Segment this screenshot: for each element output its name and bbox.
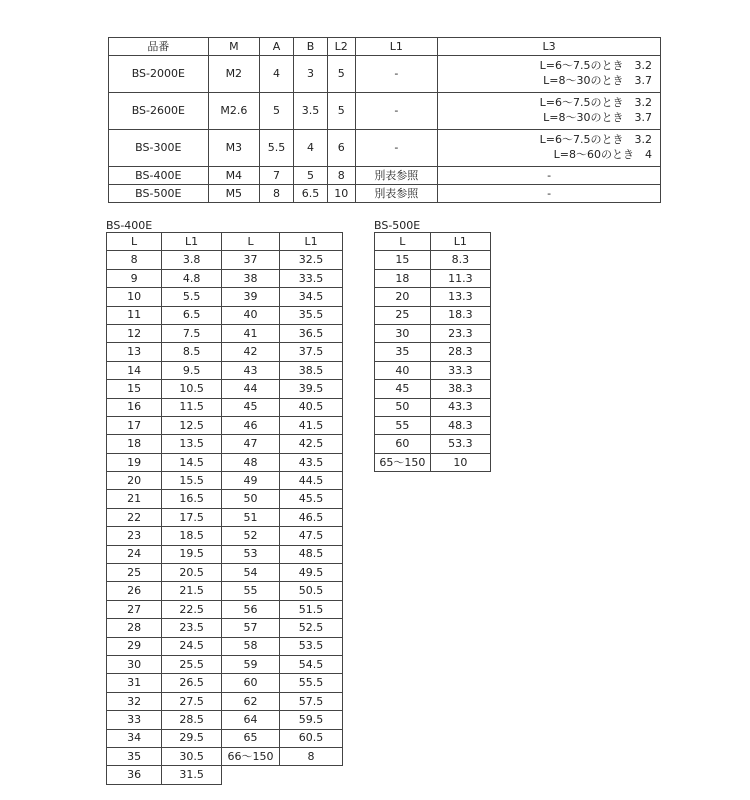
table-row	[375, 380, 491, 398]
cell-l1: -	[355, 130, 438, 167]
cell-part: BS-300E	[109, 130, 209, 167]
cell-l: 20	[107, 472, 162, 490]
cell-l2: 10	[327, 185, 355, 203]
table-row	[107, 251, 222, 269]
cell-a: 4	[260, 56, 294, 93]
table-row	[375, 398, 491, 416]
cell-l1: 31.5	[162, 766, 222, 784]
cell-l1: 8.3	[430, 251, 490, 269]
cell-part: BS-500E	[109, 185, 209, 203]
cell-l3: -	[438, 167, 661, 185]
cell-l1: 21.5	[162, 582, 222, 600]
cell-l: 14	[107, 361, 162, 379]
cell-l1: 42.5	[280, 435, 343, 453]
cell-b: 3	[293, 56, 327, 93]
cell-l: 35	[107, 747, 162, 765]
cell-l1: 30.5	[162, 747, 222, 765]
table-row	[222, 545, 343, 563]
table-row	[107, 398, 222, 416]
cell-l: 45	[222, 398, 280, 416]
length-header-row	[107, 233, 222, 251]
cell-l: 21	[107, 490, 162, 508]
cell-l: 16	[107, 398, 162, 416]
cell-b: 5	[293, 167, 327, 185]
table-row	[222, 288, 343, 306]
cell-l: 15	[107, 380, 162, 398]
spec-row-bs2000e	[109, 56, 661, 93]
cell-l: 44	[222, 380, 280, 398]
header-a: A	[260, 38, 294, 56]
cell-l1: 37.5	[280, 343, 343, 361]
cell-l: 29	[107, 637, 162, 655]
table-row	[375, 361, 491, 379]
table-row	[222, 416, 343, 434]
l3-line: L=8～30のとき 3.7	[543, 111, 652, 124]
cell-l: 45	[375, 380, 431, 398]
cell-l1: -	[355, 93, 438, 130]
cell-l: 53	[222, 545, 280, 563]
l3-line: L=8～60のとき 4	[553, 148, 652, 161]
table-row	[107, 582, 222, 600]
cell-l1: 44.5	[280, 472, 343, 490]
cell-l: 8	[107, 251, 162, 269]
cell-l: 60	[222, 674, 280, 692]
cell-l: 11	[107, 306, 162, 324]
cell-l: 34	[107, 729, 162, 747]
table-row	[107, 766, 222, 784]
header-l1: L1	[355, 38, 438, 56]
cell-l: 47	[222, 435, 280, 453]
cell-l: 27	[107, 600, 162, 618]
cell-l: 62	[222, 692, 280, 710]
cell-l: 65	[222, 729, 280, 747]
cell-m: M4	[208, 167, 259, 185]
header-l: L	[107, 233, 162, 251]
cell-l: 54	[222, 564, 280, 582]
table-row	[222, 490, 343, 508]
cell-l1: 28.5	[162, 711, 222, 729]
cell-l1: 18.3	[430, 306, 490, 324]
cell-l1: 16.5	[162, 490, 222, 508]
cell-l1: 18.5	[162, 527, 222, 545]
header-l1: L1	[162, 233, 222, 251]
cell-l3	[438, 56, 661, 93]
cell-l1: 13.5	[162, 435, 222, 453]
cell-l: 52	[222, 527, 280, 545]
cell-m: M2	[208, 56, 259, 93]
cell-l: 43	[222, 361, 280, 379]
table-row	[222, 398, 343, 416]
l3-line: L=6～7.5のとき 3.2	[539, 133, 652, 147]
cell-l1: 35.5	[280, 306, 343, 324]
cell-l: 23	[107, 527, 162, 545]
cell-l1: 34.5	[280, 288, 343, 306]
cell-m: M5	[208, 185, 259, 203]
cell-l1: 29.5	[162, 729, 222, 747]
table-row	[107, 637, 222, 655]
table-row	[107, 655, 222, 673]
cell-l1: 51.5	[280, 600, 343, 618]
cell-l3	[438, 130, 661, 167]
cell-l1: 12.5	[162, 416, 222, 434]
cell-l: 17	[107, 416, 162, 434]
cell-l: 35	[375, 343, 431, 361]
table-row	[107, 269, 222, 287]
bs500e-caption: BS-500E	[374, 219, 421, 232]
cell-l1: 25.5	[162, 655, 222, 673]
header-l3: L3	[438, 38, 661, 56]
header-l: L	[222, 233, 280, 251]
cell-l1: 10	[430, 453, 490, 471]
cell-l1: 43.5	[280, 453, 343, 471]
cell-l1: 33.5	[280, 269, 343, 287]
table-row	[107, 747, 222, 765]
cell-l1: 5.5	[162, 288, 222, 306]
cell-a: 8	[260, 185, 294, 203]
table-row	[222, 269, 343, 287]
cell-l: 57	[222, 619, 280, 637]
cell-l1: 46.5	[280, 508, 343, 526]
cell-l: 18	[375, 269, 431, 287]
cell-l1: 55.5	[280, 674, 343, 692]
cell-l1: 40.5	[280, 398, 343, 416]
spec-row-bs400e	[109, 167, 661, 185]
cell-l1: 7.5	[162, 324, 222, 342]
l3-line: L=6～7.5のとき 3.2	[539, 59, 652, 73]
cell-b: 6.5	[293, 185, 327, 203]
cell-l: 50	[222, 490, 280, 508]
spec-row-bs300e	[109, 130, 661, 167]
table-row	[375, 269, 491, 287]
cell-l: 12	[107, 324, 162, 342]
cell-a: 5	[260, 93, 294, 130]
cell-l1: 8	[280, 747, 343, 765]
cell-m: M3	[208, 130, 259, 167]
cell-l1: 別表参照	[355, 167, 438, 185]
table-row	[222, 619, 343, 637]
table-row	[107, 692, 222, 710]
cell-l1: 11.3	[430, 269, 490, 287]
cell-l1: 41.5	[280, 416, 343, 434]
cell-l: 59	[222, 655, 280, 673]
length-header-row	[375, 233, 491, 251]
table-row	[375, 251, 491, 269]
cell-l1: 27.5	[162, 692, 222, 710]
bs400e-table-left	[106, 232, 222, 785]
table-row	[107, 711, 222, 729]
cell-a: 5.5	[260, 130, 294, 167]
cell-l: 25	[107, 564, 162, 582]
table-row	[107, 729, 222, 747]
cell-l: 18	[107, 435, 162, 453]
table-row	[222, 324, 343, 342]
cell-l1: 59.5	[280, 711, 343, 729]
cell-l: 40	[222, 306, 280, 324]
cell-m: M2.6	[208, 93, 259, 130]
cell-l1: 38.5	[280, 361, 343, 379]
cell-l2: 6	[327, 130, 355, 167]
table-row	[107, 324, 222, 342]
cell-l1: 43.3	[430, 398, 490, 416]
table-row	[107, 472, 222, 490]
cell-l: 55	[222, 582, 280, 600]
cell-l: 38	[222, 269, 280, 287]
cell-l3: -	[438, 185, 661, 203]
table-row	[222, 508, 343, 526]
cell-l1: 15.5	[162, 472, 222, 490]
table-row	[222, 472, 343, 490]
cell-b: 3.5	[293, 93, 327, 130]
header-l1: L1	[430, 233, 490, 251]
cell-l1: 24.5	[162, 637, 222, 655]
cell-l1: 28.3	[430, 343, 490, 361]
cell-l: 66～150	[222, 747, 280, 765]
table-row	[107, 435, 222, 453]
cell-l1: 22.5	[162, 600, 222, 618]
table-row	[107, 343, 222, 361]
table-row	[222, 564, 343, 582]
table-row	[107, 508, 222, 526]
cell-l1: 11.5	[162, 398, 222, 416]
cell-l1: 23.3	[430, 324, 490, 342]
header-l: L	[375, 233, 431, 251]
bs400e-caption: BS-400E	[106, 219, 153, 232]
header-part: 品番	[109, 38, 209, 56]
cell-l: 33	[107, 711, 162, 729]
table-row	[222, 453, 343, 471]
cell-l1: 48.5	[280, 545, 343, 563]
cell-part: BS-2600E	[109, 93, 209, 130]
cell-l2: 5	[327, 56, 355, 93]
l3-line: L=6～7.5のとき 3.2	[539, 96, 652, 110]
table-row	[222, 692, 343, 710]
cell-l: 36	[107, 766, 162, 784]
bs400e-table-right	[221, 232, 343, 766]
table-row	[222, 343, 343, 361]
table-row	[107, 288, 222, 306]
spec-table	[108, 37, 661, 203]
cell-l1: 23.5	[162, 619, 222, 637]
cell-l: 40	[375, 361, 431, 379]
table-row	[222, 435, 343, 453]
table-row	[107, 416, 222, 434]
cell-l: 50	[375, 398, 431, 416]
cell-l: 37	[222, 251, 280, 269]
table-row	[222, 527, 343, 545]
cell-l2: 5	[327, 93, 355, 130]
table-row	[375, 453, 491, 471]
cell-l1: 14.5	[162, 453, 222, 471]
cell-l: 28	[107, 619, 162, 637]
spec-row-bs2600e	[109, 93, 661, 130]
cell-l1: 32.5	[280, 251, 343, 269]
cell-l: 51	[222, 508, 280, 526]
cell-part: BS-2000E	[109, 56, 209, 93]
cell-l: 64	[222, 711, 280, 729]
cell-l: 20	[375, 288, 431, 306]
table-row	[375, 324, 491, 342]
cell-l1: 57.5	[280, 692, 343, 710]
cell-l1: 47.5	[280, 527, 343, 545]
cell-part: BS-400E	[109, 167, 209, 185]
cell-l: 41	[222, 324, 280, 342]
spec-row-bs500e	[109, 185, 661, 203]
table-row	[222, 711, 343, 729]
cell-l: 39	[222, 288, 280, 306]
cell-l1: 9.5	[162, 361, 222, 379]
cell-l: 31	[107, 674, 162, 692]
table-row	[222, 306, 343, 324]
cell-l1: 13.3	[430, 288, 490, 306]
cell-l: 22	[107, 508, 162, 526]
cell-l1: 3.8	[162, 251, 222, 269]
length-header-row	[222, 233, 343, 251]
table-row	[222, 361, 343, 379]
cell-l3	[438, 93, 661, 130]
spec-header-row	[109, 38, 661, 56]
table-row	[222, 729, 343, 747]
cell-l: 56	[222, 600, 280, 618]
table-row	[222, 655, 343, 673]
bs500e-table	[374, 232, 491, 472]
cell-l1: 53.3	[430, 435, 490, 453]
table-row	[107, 545, 222, 563]
table-row	[375, 306, 491, 324]
cell-l1: 4.8	[162, 269, 222, 287]
cell-l1: 38.3	[430, 380, 490, 398]
table-row	[375, 416, 491, 434]
cell-l: 9	[107, 269, 162, 287]
table-row	[222, 600, 343, 618]
table-row	[222, 637, 343, 655]
cell-l1: 54.5	[280, 655, 343, 673]
cell-l1: 48.3	[430, 416, 490, 434]
table-row	[107, 619, 222, 637]
table-row	[107, 453, 222, 471]
cell-l: 15	[375, 251, 431, 269]
table-row	[107, 490, 222, 508]
table-row	[222, 380, 343, 398]
table-row	[107, 600, 222, 618]
cell-l: 65～150	[375, 453, 431, 471]
l3-line: L=8～30のとき 3.7	[543, 74, 652, 87]
cell-l: 42	[222, 343, 280, 361]
table-row	[107, 564, 222, 582]
cell-l: 19	[107, 453, 162, 471]
cell-l: 13	[107, 343, 162, 361]
cell-l1: -	[355, 56, 438, 93]
cell-l: 30	[375, 324, 431, 342]
cell-l: 10	[107, 288, 162, 306]
table-row	[375, 288, 491, 306]
cell-l: 32	[107, 692, 162, 710]
cell-l: 48	[222, 453, 280, 471]
cell-b: 4	[293, 130, 327, 167]
cell-l1: 6.5	[162, 306, 222, 324]
cell-l1: 60.5	[280, 729, 343, 747]
cell-l1: 別表参照	[355, 185, 438, 203]
header-m: M	[208, 38, 259, 56]
cell-l: 49	[222, 472, 280, 490]
table-row	[107, 674, 222, 692]
cell-l1: 19.5	[162, 545, 222, 563]
cell-l1: 20.5	[162, 564, 222, 582]
cell-l1: 10.5	[162, 380, 222, 398]
table-row	[222, 747, 343, 765]
cell-l: 26	[107, 582, 162, 600]
cell-l1: 39.5	[280, 380, 343, 398]
cell-l: 24	[107, 545, 162, 563]
cell-l1: 45.5	[280, 490, 343, 508]
table-row	[375, 435, 491, 453]
header-l2: L2	[327, 38, 355, 56]
header-b: B	[293, 38, 327, 56]
cell-l: 60	[375, 435, 431, 453]
cell-l: 30	[107, 655, 162, 673]
table-row	[222, 251, 343, 269]
table-row	[107, 361, 222, 379]
cell-a: 7	[260, 167, 294, 185]
cell-l1: 8.5	[162, 343, 222, 361]
cell-l1: 49.5	[280, 564, 343, 582]
cell-l1: 17.5	[162, 508, 222, 526]
table-row	[107, 306, 222, 324]
cell-l1: 53.5	[280, 637, 343, 655]
table-row	[222, 582, 343, 600]
header-l1: L1	[280, 233, 343, 251]
table-row	[107, 527, 222, 545]
cell-l: 55	[375, 416, 431, 434]
table-row	[107, 380, 222, 398]
table-row	[222, 674, 343, 692]
cell-l: 58	[222, 637, 280, 655]
cell-l1: 33.3	[430, 361, 490, 379]
cell-l1: 26.5	[162, 674, 222, 692]
cell-l: 46	[222, 416, 280, 434]
cell-l1: 50.5	[280, 582, 343, 600]
table-row	[375, 343, 491, 361]
cell-l1: 36.5	[280, 324, 343, 342]
cell-l1: 52.5	[280, 619, 343, 637]
cell-l: 25	[375, 306, 431, 324]
cell-l2: 8	[327, 167, 355, 185]
